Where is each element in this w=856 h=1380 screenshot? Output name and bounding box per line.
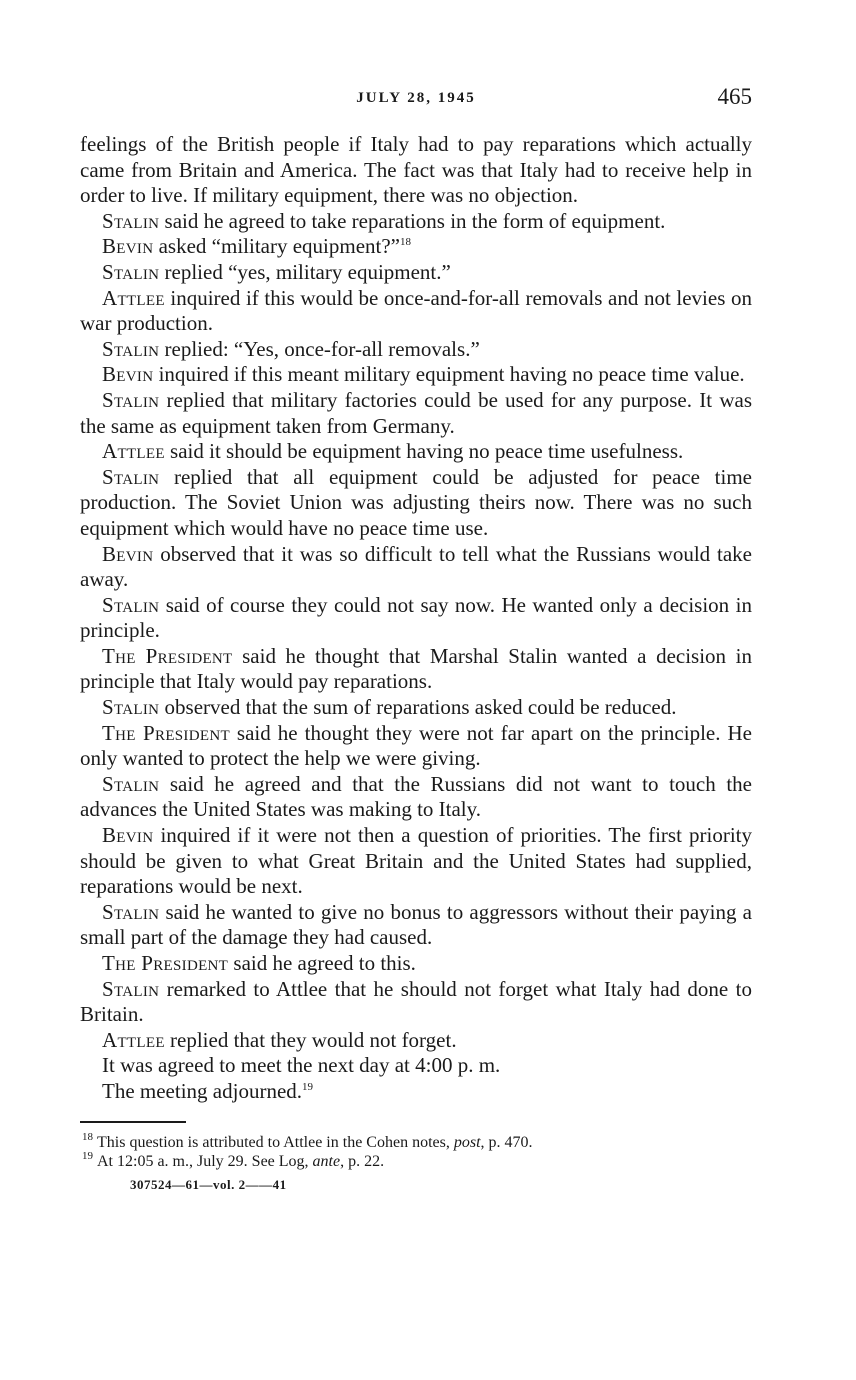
paragraph-text: said he agreed to this. — [228, 951, 416, 975]
footnote-number: 18 — [82, 1131, 93, 1144]
paragraph-text: said he thought they were not far apart on the principle. He only wanted to protect the help we were giving. — [80, 720, 752, 771]
paragraph — [80, 1028, 752, 1054]
paragraph-text: replied that all equipment could be adjusted for peace time production. The Soviet Union was adjusting theirs now. There was no such equipment which would have no peace time use. — [80, 464, 752, 540]
paragraph — [80, 593, 752, 644]
paragraph — [80, 234, 752, 260]
footnote-italic: post — [453, 1133, 481, 1151]
paragraph — [80, 772, 752, 823]
paragraph — [80, 388, 752, 439]
speaker-name: Stalin — [102, 336, 160, 361]
printer-imprint: 307524—61—vol. 2——41 — [130, 1176, 287, 1192]
footnote — [80, 1152, 752, 1171]
footnote-rule — [80, 1121, 186, 1123]
paragraph — [80, 260, 752, 286]
speaker-name: Bevin — [102, 234, 154, 259]
speaker-name: Stalin — [102, 387, 160, 412]
speaker-name: Stalin — [102, 771, 160, 796]
paragraph — [80, 439, 752, 465]
footnote-text: , p. 22. — [340, 1152, 385, 1170]
speaker-name: Stalin — [102, 976, 160, 1001]
footnote-text: At 12:05 a. m., July 29. See Log, — [97, 1152, 313, 1170]
paragraph — [80, 542, 752, 593]
speaker-name: The President — [102, 951, 229, 975]
paragraph — [80, 1053, 752, 1079]
paragraph-text: said it should be equipment having no peace time usefulness. — [164, 439, 684, 464]
paragraph — [80, 1079, 752, 1105]
paragraph — [80, 362, 752, 388]
speaker-name: Bevin — [102, 541, 154, 566]
document-page — [80, 84, 752, 1193]
paragraph-text: asked “military equipment?” — [153, 234, 401, 259]
paragraph — [80, 900, 752, 951]
speaker-name: Bevin — [102, 362, 154, 387]
paragraph-text: observed that the sum of reparations asked could be reduced. — [159, 695, 677, 720]
paragraph-text: replied that they would not forget. — [164, 1027, 457, 1052]
footnote-number: 19 — [82, 1150, 93, 1163]
paragraph — [80, 337, 752, 363]
footnote-text: , p. 470. — [480, 1133, 533, 1151]
paragraph — [80, 695, 752, 721]
paragraph-text: inquired if it were not then a question of priorities. The first priority should be given to what Great Britain and the United States had supplied, reparations would be next. — [80, 823, 752, 899]
paragraph-text: said he agreed and that the Russians did not want to touch the advances the United States was making to Italy. — [80, 771, 752, 822]
paragraph-text: said he agreed to take reparations in the form of equipment. — [159, 208, 666, 233]
speaker-name: Stalin — [102, 259, 160, 284]
speaker-name: Attlee — [102, 285, 165, 310]
speaker-name: Stalin — [102, 592, 160, 617]
footnotes — [80, 1133, 752, 1171]
paragraph — [80, 721, 752, 772]
speaker-name: Attlee — [102, 439, 165, 464]
paragraph-text: replied that military factories could be used for any purpose. It was the same as equipment taken from Germany. — [80, 387, 752, 438]
paragraph — [80, 644, 752, 695]
paragraph — [80, 823, 752, 900]
paragraph-text: inquired if this meant military equipment having no peace time value. — [153, 362, 745, 387]
body-text — [80, 132, 752, 1105]
paragraph-text: said he thought that Marshal Stalin wanted a decision in principle that Italy would pay reparations. — [80, 643, 752, 694]
paragraph-text: observed that it was so difficult to tell what the Russians would take away. — [80, 541, 752, 592]
footnote — [80, 1133, 752, 1152]
speaker-name: The President — [102, 720, 230, 745]
paragraph-text: said of course they could not say now. He wanted only a decision in principle. — [80, 592, 752, 643]
paragraph-text: replied: “Yes, once-for-all removals.” — [159, 336, 480, 361]
paragraph — [80, 209, 752, 235]
paragraph-text: It was agreed to meet the next day at 4:00 p. m. — [102, 1053, 501, 1078]
paragraph — [80, 132, 752, 209]
speaker-name: Stalin — [102, 208, 160, 233]
speaker-name: Attlee — [102, 1027, 165, 1052]
speaker-name: The President — [102, 643, 233, 668]
paragraph — [80, 951, 752, 977]
footnote-reference: 18 — [400, 236, 412, 249]
speaker-name: Bevin — [102, 823, 154, 848]
paragraph-text: said he wanted to give no bonus to aggressors without their paying a small part of the damage they had caused. — [80, 899, 752, 950]
footnote-italic: ante — [312, 1152, 341, 1170]
page-number: 465 — [717, 84, 752, 109]
footnote-text: This question is attributed to Attlee in the Cohen notes, — [97, 1133, 454, 1151]
paragraph — [80, 465, 752, 542]
speaker-name: Stalin — [102, 695, 160, 720]
paragraph — [80, 977, 752, 1028]
running-head: JULY 28, 1945 — [356, 90, 476, 106]
paragraph-text: inquired if this would be once-and-for-all removals and not levies on war production. — [80, 285, 752, 336]
paragraph-text: replied “yes, military equipment.” — [159, 259, 451, 284]
paragraph — [80, 286, 752, 337]
paragraph-text: feelings of the British people if Italy had to pay reparations which actually came from Britain and America. The fact was that Italy had to receive help in order to live. If military equipment, there was no objection. — [80, 132, 752, 208]
paragraph-text: The meeting adjourned. — [102, 1078, 303, 1103]
speaker-name: Stalin — [102, 899, 160, 924]
speaker-name: Stalin — [102, 464, 160, 489]
page-header — [80, 84, 752, 118]
footnote-reference: 19 — [302, 1080, 314, 1093]
paragraph-text: remarked to Attlee that he should not forget what Italy had done to Britain. — [80, 976, 752, 1027]
